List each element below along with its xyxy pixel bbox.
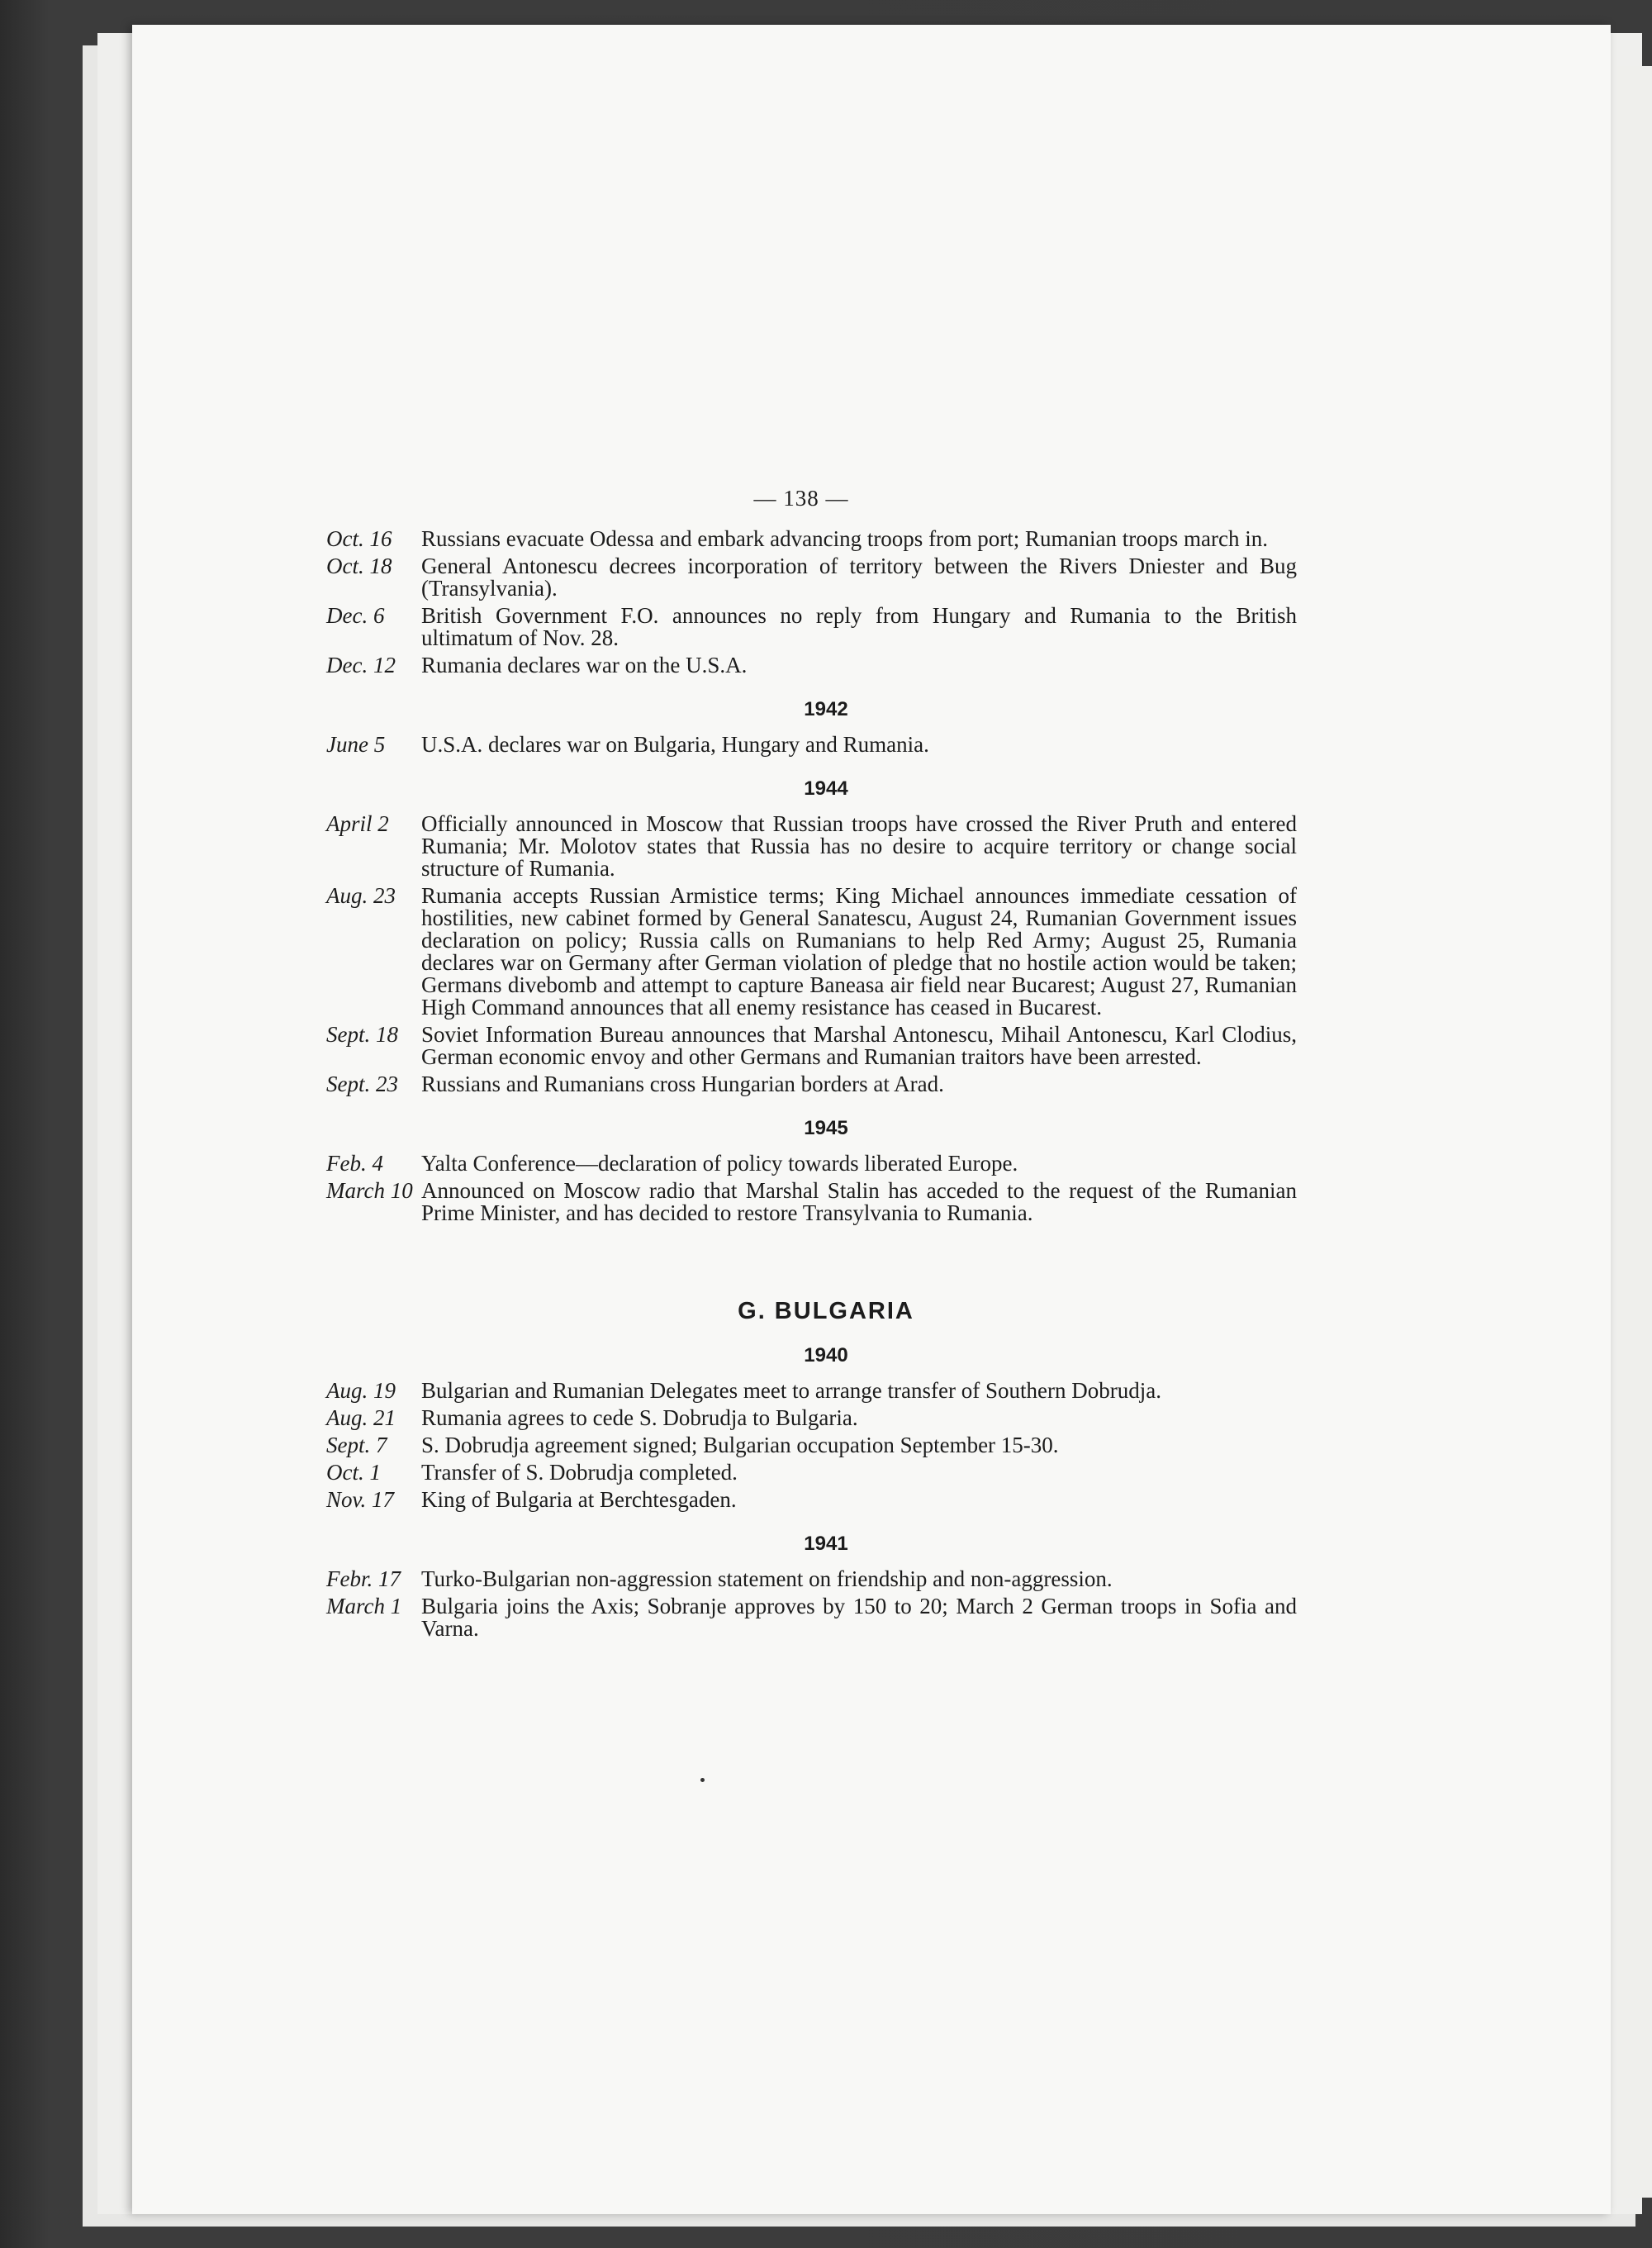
entry-text: Bulgarian and Rumanian Delegates meet to arrange transfer of Southern Dobrudja. [421,1378,1161,1403]
entry-text: General Antonescu decrees incorporation of territory between the Rivers Dniester and Bug (Transylvania). [421,554,1297,601]
entry-text: King of Bulgaria at Berchtesgaden. [421,1487,737,1512]
entry-date: April 2 [326,811,389,836]
chronology-entry [306,885,1297,1019]
chronology-list [306,528,1297,1640]
entry-date: March 1 [326,1594,402,1618]
entry-text: Yalta Conference—declaration of policy towards liberated Europe. [421,1151,1018,1176]
chronology-entry [306,1568,1297,1590]
entry-date: Aug. 21 [326,1405,396,1430]
entry-text: Russians evacuate Odessa and embark advancing troops from port; Rumanian troops march in. [421,526,1268,551]
entry-text: Turko-Bulgarian non-aggression statement on friendship and non-aggression. [421,1566,1113,1591]
entry-text: British Government F.O. announces no reply from Hungary and Rumania to the British ultimatum of Nov. 28. [421,603,1297,650]
chronology-entry [306,1434,1297,1457]
chronology-entry [306,1153,1297,1175]
year-heading: 1945 [804,1117,848,1139]
chronology-entry [306,1489,1297,1511]
chronology-entry [306,1073,1297,1095]
entry-date: Sept. 7 [326,1433,387,1457]
entry-text: Russians and Rumanians cross Hungarian borders at Arad. [421,1072,944,1096]
entry-date: Aug. 19 [326,1378,396,1403]
printer-dot [700,1778,705,1782]
entry-date: Oct. 1 [326,1460,381,1485]
entry-text: Bulgaria joins the Axis; Sobranje approves by 150 to 20; March 2 German troops in Sofia and Varna. [421,1594,1297,1641]
page-number: — 138 — [753,486,849,511]
chronology-entry [306,1024,1297,1068]
page-content [306,487,1297,1645]
entry-date: Oct. 18 [326,554,392,578]
chronology-entry [306,1461,1297,1484]
chronology-entry [306,1595,1297,1640]
facing-page-edge [1617,66,1652,2198]
year-heading: 1942 [804,698,848,720]
entry-text: S. Dobrudja agreement signed; Bulgarian occupation September 15-30. [421,1433,1059,1457]
entry-date: Oct. 16 [326,526,392,551]
entry-date: June 5 [326,732,386,757]
entry-date: Sept. 18 [326,1022,398,1047]
entry-date: Dec. 6 [326,603,385,628]
chronology-entry [306,528,1297,550]
chronology-entry [306,555,1297,600]
entry-text: U.S.A. declares war on Bulgaria, Hungary and Rumania. [421,732,929,757]
section-heading: G. BULGARIA [738,1298,914,1324]
entry-text: Announced on Moscow radio that Marshal Stalin has acceded to the request of the Rumanian Prime Minister, and has decided to restore Transylvania to Rumania. [421,1178,1297,1225]
chronology-entry [306,1407,1297,1429]
chronology-entry [306,734,1297,756]
chronology-entry [306,1380,1297,1402]
year-heading: 1940 [804,1344,848,1366]
entry-date: Sept. 23 [326,1072,398,1096]
chronology-entry [306,1180,1297,1224]
entry-date: Feb. 4 [326,1151,383,1176]
chronology-entry [306,813,1297,880]
entry-text: Soviet Information Bureau announces that Marshal Antonescu, Mihail Antonescu, Karl Clodius, German economic envoy and other Germans and Rumanian traitors have been arrested. [421,1022,1297,1069]
chronology-entry [306,605,1297,649]
entry-date: Nov. 17 [326,1487,394,1512]
entry-text: Officially announced in Moscow that Russian troops have crossed the River Pruth and entered Rumania; Mr. Molotov states that Russia has no desire to acquire territory or change social structure of Rumania. [421,811,1297,881]
year-heading: 1941 [804,1533,848,1555]
entry-text: Rumania agrees to cede S. Dobrudja to Bulgaria. [421,1405,858,1430]
entry-date: Dec. 12 [326,653,396,677]
entry-date: March 10 [326,1178,413,1203]
entry-date: Febr. 17 [326,1566,401,1591]
chronology-entry [306,654,1297,677]
entry-text: Transfer of S. Dobrudja completed. [421,1460,738,1485]
year-heading: 1944 [804,777,848,800]
entry-date: Aug. 23 [326,883,396,908]
entry-text: Rumania accepts Russian Armistice terms; King Michael announces immediate cessation of hostilities, new cabinet formed by General Sanatescu, August 24, Rumanian Government issues declaration on policy; Russia calls on Rumanians to help Red Army; August 25, Rumania declares war on Germany after German violation of pledge that no hostile action would be taken; Germans divebomb and attempt to capture Baneasa air field near Bucarest; August 27, Rumanian High Command announces that all enemy resistance has ceased in Bucarest. [421,883,1297,1019]
entry-text: Rumania declares war on the U.S.A. [421,653,748,677]
